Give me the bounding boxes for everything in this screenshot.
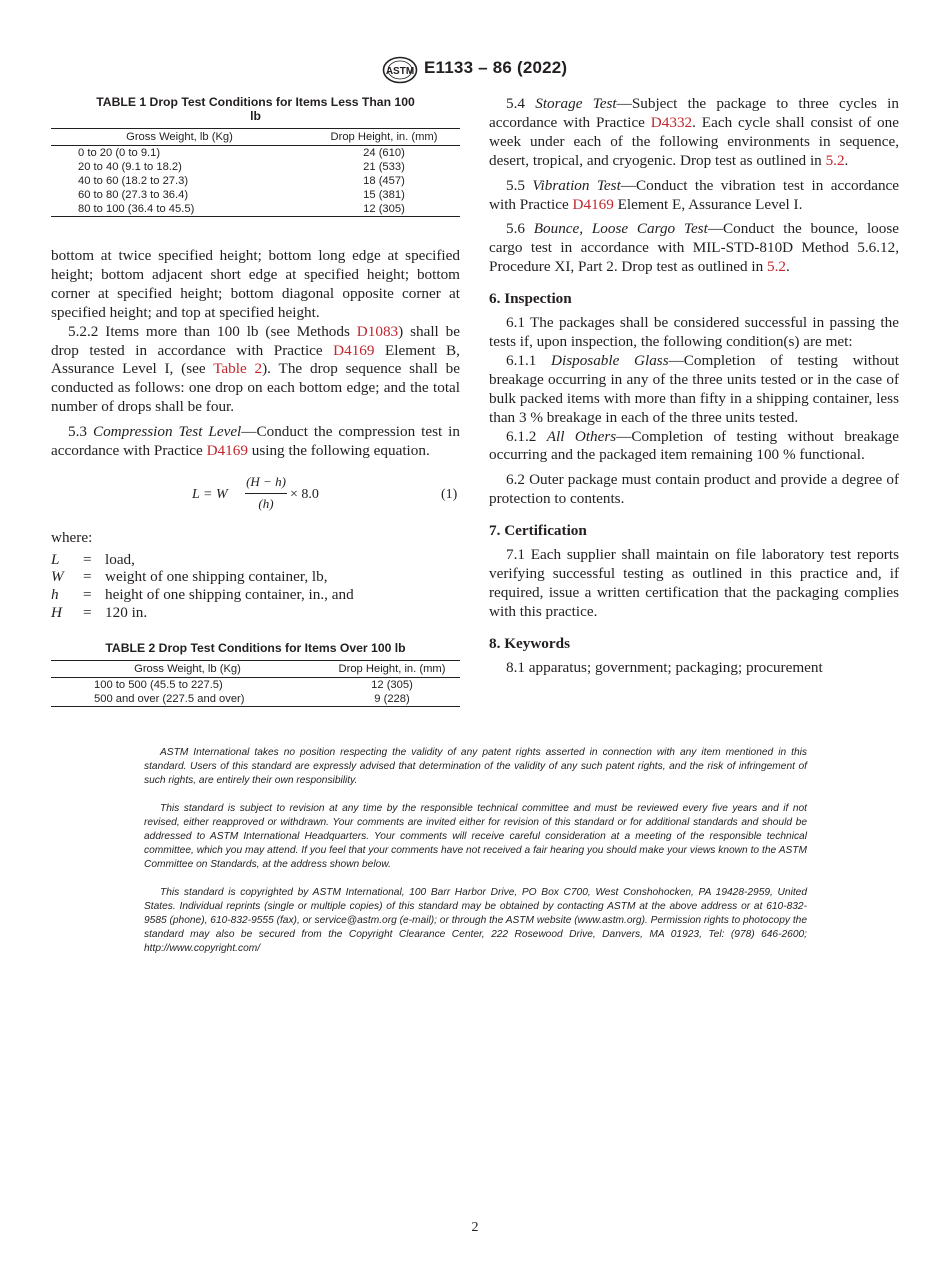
definition-symbol: L	[51, 550, 60, 568]
table-cell: 500 and over (227.5 and over)	[51, 692, 324, 707]
paragraph-number: 5.3	[68, 423, 93, 441]
paragraph-5-6	[489, 220, 899, 277]
page-header	[0, 56, 950, 84]
table1	[51, 128, 460, 217]
definition-text: 120 in.	[105, 603, 148, 621]
table-header-row	[51, 661, 460, 678]
paragraph-number: 5.6	[506, 220, 534, 238]
astm-logo-icon	[382, 56, 418, 84]
definition-equals: =	[83, 568, 92, 586]
table-header-cell: Drop Height, in. (mm)	[324, 661, 460, 678]
paragraph-title: All Others	[546, 427, 617, 445]
where-label: where:	[51, 528, 93, 546]
paragraph-continued: bottom at twice specified height; bottom long edge at specified height; bottom adjacent short edge at specified height; bottom corner at specified height; bottom diagonal opposite corner at specified height; and top at specified height.	[51, 247, 460, 321]
variable-definitions	[51, 551, 460, 621]
svg-text:ASTM: ASTM	[385, 66, 415, 77]
table-row	[51, 160, 460, 174]
definition-symbol: W	[51, 568, 64, 586]
legal-notes	[144, 746, 807, 956]
table-cell: 20 to 40 (9.1 to 18.2)	[78, 161, 182, 173]
definition-text: height of one shipping container, in., and	[105, 586, 354, 604]
right-column	[489, 95, 899, 677]
table-cell: 40 to 60 (18.2 to 27.3)	[78, 175, 189, 187]
text-run: 5.2.2 Items more than 100 lb (see Methods	[68, 322, 357, 340]
table-cell: 9 (228)	[324, 692, 460, 707]
paragraph-5-4	[489, 95, 899, 171]
table-cell: 60 to 80 (27.3 to 36.4)	[78, 189, 189, 201]
paragraph-5-5	[489, 177, 899, 215]
table-row	[51, 678, 460, 693]
paragraph-number: 6.1.1	[506, 351, 552, 369]
definition-row	[51, 551, 460, 569]
paragraph-title: Vibration Test	[532, 176, 621, 194]
paragraph-5-3	[51, 423, 460, 461]
table-header-cell: Gross Weight, lb (Kg)	[51, 129, 308, 146]
definition-row	[51, 586, 460, 604]
paragraph-6-2: 6.2 Outer package must contain product and provide a degree of protection to contents.	[489, 471, 899, 508]
paragraph-title: Compression Test Level	[92, 423, 242, 441]
text-run: ) shall be drop tested in accordance with Practice	[51, 322, 460, 359]
text-run: .	[844, 151, 849, 169]
section-heading-certification: 7. Certification	[489, 522, 587, 540]
section-heading-inspection: 6. Inspection	[489, 290, 572, 308]
table-cell: 12 (305)	[371, 679, 413, 692]
table2-caption: TABLE 2 Drop Test Conditions for Items Over 100 lb	[105, 641, 406, 656]
definition-equals: =	[83, 603, 92, 621]
link-d4169[interactable]: D4169	[333, 341, 375, 359]
text-run: —Conduct the compression test in accordance with Practice	[51, 423, 460, 460]
table-header-cell: Drop Height, in. (mm)	[308, 129, 460, 146]
paragraph-6-1-1	[489, 352, 899, 428]
revision-note: This standard is subject to revision at any time by the responsible technical committee and must be reviewed every five years and if not revised, either reapproved or withdrawn. Your comments are invited either for revision of this standard or for additional standards and should be addressed to ASTM International Headquarters. Your comments will receive careful consideration at a meeting of the responsible technical committee, which you may attend. If you feel that your comments have not received a fair hearing you should make your views known to the ASTM Committee on Standards, at the address shown below.	[144, 803, 807, 870]
text-run: .	[785, 258, 790, 276]
paragraph-6-1: 6.1 The packages shall be considered successful in passing the tests if, upon inspection, the following condition(s) are met:	[489, 314, 899, 350]
text-run: using the following equation.	[247, 442, 430, 460]
definition-row	[51, 568, 460, 586]
definition-equals: =	[83, 586, 92, 604]
paragraph-5-2-2	[51, 323, 460, 418]
equation-denominator: (h)	[258, 495, 274, 511]
equation-fraction	[245, 473, 287, 514]
copyright-note: This standard is copyrighted by ASTM International, 100 Barr Harbor Drive, PO Box C700, West Conshohocken, PA 19428-2959, United States. Individual reprints (single or multiple copies) of this standard may be obtained by contacting ASTM at the above address or at 610-832-9585 (phone), 610-832-9555 (fax), or service@astm.org (e-mail); or through the ASTM website (www.astm.org). Permission rights to photocopy the standard may also be secured from the Copyright Clearance Center, 222 Rosewood Drive, Danvers, MA 01923, Tel: (978) 646-2600; http://www.copyright.com/	[144, 887, 807, 954]
text-run: Element E, Assurance Level I.	[613, 195, 803, 213]
document-designation: E1133 – 86 (2022)	[424, 58, 568, 77]
table2	[51, 660, 460, 707]
text-run: —Conduct the vibration test in accordance with Practice	[489, 176, 900, 213]
table-row	[51, 174, 460, 188]
table-cell: 24 (610)	[363, 147, 405, 159]
table-cell: 12 (305)	[308, 202, 460, 217]
definition-text: load,	[105, 550, 135, 568]
table-cell: 80 to 100 (36.4 to 45.5)	[51, 202, 308, 217]
paragraph-number: 5.4	[506, 95, 536, 112]
text-run: —Subject the package to three cycles in accordance with Practice	[489, 95, 899, 131]
table-header-row	[51, 129, 460, 146]
paragraph-title: Bounce, Loose Cargo Test	[533, 220, 708, 238]
text-run: . Each cycle shall consist of one week under each of the following environments in sequence, desert, tropical, and cryogenic. Drop test as outlined in	[489, 113, 899, 169]
link-d4169[interactable]: D4169	[572, 195, 614, 213]
paragraph-7-1: 7.1 Each supplier shall maintain on file laboratory test reports verifying successful testing as outlined in this practice and, if required, issue a written certification that the packaging complies with this practice.	[489, 546, 899, 620]
section-heading-keywords: 8. Keywords	[489, 634, 570, 652]
table-cell: 0 to 20 (0 to 9.1)	[78, 147, 161, 159]
paragraph-8-1: 8.1 apparatus; government; packaging; procurement	[506, 658, 823, 676]
link-section-5-2[interactable]: 5.2	[825, 151, 845, 169]
paragraph-number: 5.5	[506, 176, 533, 194]
table-cell: 15 (381)	[363, 189, 405, 201]
paragraph-title: Storage Test	[535, 95, 617, 112]
text-run: Element B, Assurance Level I, (see	[51, 341, 460, 378]
left-column	[51, 95, 460, 707]
table-cell: 100 to 500 (45.5 to 227.5)	[94, 679, 223, 692]
text-run: —Completion of testing without breakage occurring and the packaged item remaining 100 % functional.	[489, 427, 900, 464]
text-run: —Completion of testing without breakage occurring in any of the three units tested or in the case of bulk packed items with more than fifty in a shipping container, less than 3 % breakage in each of the three units tested.	[489, 351, 899, 426]
link-d4332[interactable]: D4332	[650, 113, 693, 131]
equation-rhs: × 8.0	[290, 486, 319, 502]
definition-equals: =	[83, 550, 92, 568]
patent-note: ASTM International takes no position respecting the validity of any patent rights asserted in connection with any item mentioned in this standard. Users of this standard are expressly advised that determination of the validity of any such patent rights, and the risk of infringement of such rights, are entirely their own responsibility.	[144, 747, 807, 786]
paragraph-6-1-2	[489, 428, 899, 466]
definition-text: weight of one shipping container, lb,	[105, 568, 328, 586]
definition-symbol: h	[51, 586, 59, 604]
definition-row	[51, 604, 460, 622]
table-row	[51, 692, 460, 707]
table-cell: 18 (457)	[363, 175, 405, 187]
table-header-cell: Gross Weight, lb (Kg)	[51, 661, 324, 678]
definition-symbol: H	[51, 603, 62, 621]
table-row	[51, 202, 460, 217]
table-cell: 21 (533)	[363, 161, 405, 173]
page-number: 2	[471, 1220, 479, 1235]
text-run: —Conduct the bounce, loose cargo test in accordance with MIL-STD-810D Method 5.6.12, Procedure XI, Part 2. Drop test as outlined in	[489, 220, 900, 276]
equation-numerator: (H − h)	[245, 473, 287, 494]
link-section-5-2[interactable]: 5.2	[766, 258, 786, 276]
table1-caption: TABLE 1 Drop Test Conditions for Items Less Than 100 lb	[96, 95, 415, 123]
paragraph-number: 6.1.2	[506, 427, 547, 445]
text-run: ). The drop sequence shall be conducted as follows: one drop on each bottom edge; and the total number of drops shall be four.	[51, 360, 460, 416]
equation-number: (1)	[441, 486, 458, 502]
link-table-2[interactable]: Table 2	[213, 360, 263, 378]
equation-lhs: L = W	[192, 486, 228, 502]
link-d4169[interactable]: D4169	[206, 442, 248, 460]
link-d1083[interactable]: D1083	[356, 322, 399, 340]
table-row	[51, 146, 460, 161]
equation-1	[51, 473, 460, 517]
paragraph-title: Disposable Glass	[551, 351, 669, 369]
table-row	[51, 188, 460, 202]
